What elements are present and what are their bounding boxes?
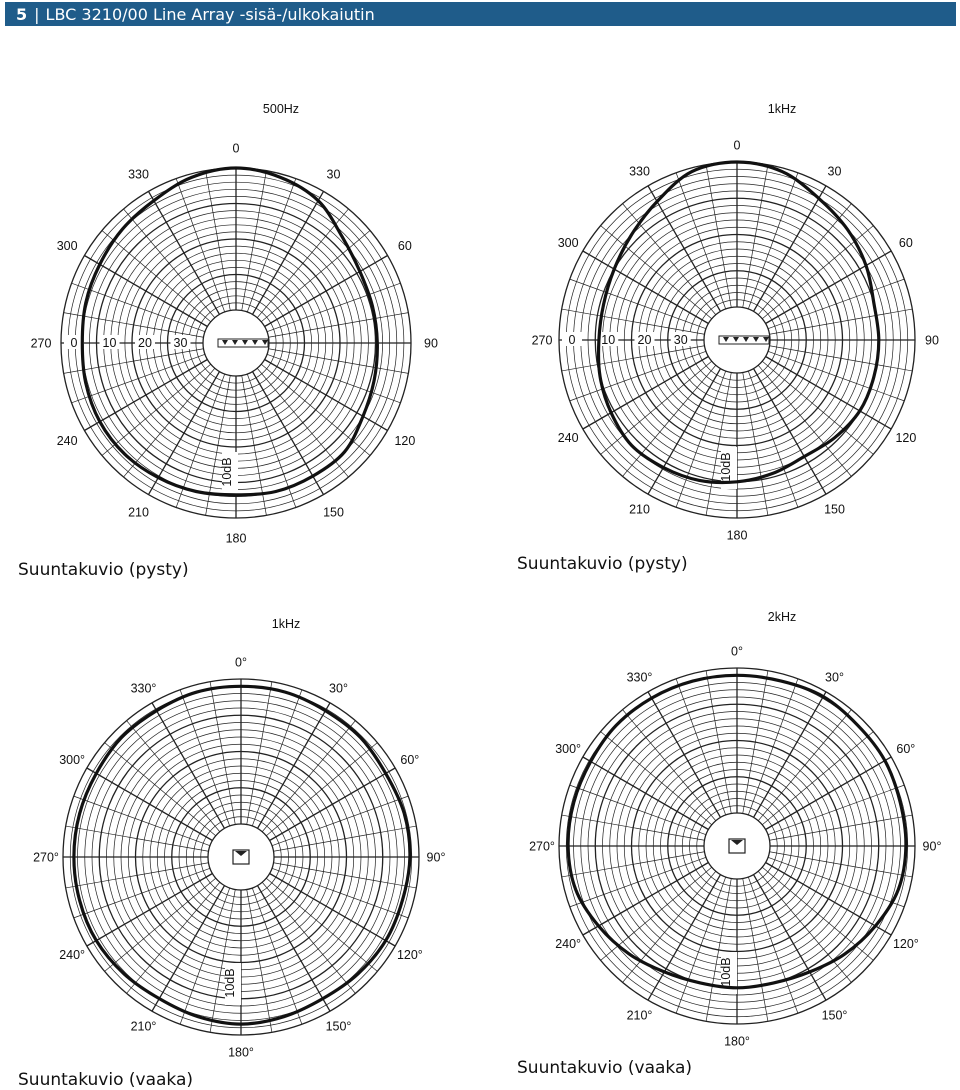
minor-spoke bbox=[762, 732, 873, 825]
caption-horizontal-2khz: Suuntakuvio (vaaka) bbox=[517, 1058, 693, 1078]
chart-title: 1kHz bbox=[767, 102, 797, 116]
minor-spoke bbox=[758, 710, 851, 821]
angle-label: 300 bbox=[56, 239, 78, 253]
angle-label: 180° bbox=[724, 1034, 750, 1049]
angle-label: 330° bbox=[130, 681, 157, 696]
angle-label: 120 bbox=[895, 431, 917, 445]
minor-spoke bbox=[743, 671, 768, 814]
angle-label: 180 bbox=[726, 528, 748, 543]
angle-label: 60 bbox=[898, 236, 913, 250]
angle-label: 30° bbox=[329, 681, 348, 696]
angle-label: 330° bbox=[626, 670, 653, 685]
angle-label: 30 bbox=[827, 164, 842, 179]
angle-label: 210° bbox=[130, 1019, 157, 1034]
scale-label: 10dB bbox=[719, 452, 733, 482]
radial-label: 10 bbox=[102, 336, 117, 350]
angle-label: 60° bbox=[400, 753, 420, 767]
header-separator: | bbox=[34, 4, 40, 24]
angle-label: 300° bbox=[555, 742, 582, 756]
angle-label: 270° bbox=[529, 839, 555, 854]
minor-spoke bbox=[706, 878, 731, 1021]
radial-label: 0 bbox=[70, 336, 78, 350]
minor-spoke bbox=[769, 815, 912, 840]
angle-label: 120 bbox=[394, 434, 416, 448]
minor-spoke bbox=[769, 852, 912, 877]
minor-spoke bbox=[562, 852, 705, 877]
angle-label: 210 bbox=[629, 502, 650, 517]
radial-label: 10 bbox=[601, 333, 616, 347]
angle-label: 90° bbox=[922, 839, 942, 854]
minor-spoke bbox=[623, 871, 716, 982]
angle-label: 0 bbox=[733, 138, 741, 153]
angle-label: 270 bbox=[531, 333, 553, 348]
speaker-front-icon bbox=[729, 839, 745, 853]
radial-label: 30 bbox=[173, 336, 188, 350]
page-number: 5 bbox=[16, 4, 28, 24]
angle-label: 330 bbox=[629, 164, 650, 179]
angle-label: 240° bbox=[59, 948, 86, 962]
chart-title: 1kHz bbox=[271, 617, 301, 631]
minor-spoke bbox=[743, 878, 768, 1021]
minor-spoke bbox=[562, 815, 705, 840]
caption-horizontal-1khz: Suuntakuvio (vaaka) bbox=[18, 1070, 194, 1090]
minor-spoke bbox=[706, 671, 731, 814]
scale-label: 10dB bbox=[223, 968, 237, 998]
angle-label: 30 bbox=[326, 167, 341, 182]
angle-label: 240 bbox=[56, 434, 78, 448]
page-title: LBC 3210/00 Line Array -sisä-/ulkokaiutin bbox=[45, 4, 375, 24]
angle-label: 0° bbox=[731, 644, 743, 659]
minor-spoke bbox=[601, 732, 712, 825]
radial-label: 0 bbox=[568, 333, 576, 347]
angle-label: 90 bbox=[925, 333, 939, 348]
caption-vertical-500hz: Suuntakuvio (pysty) bbox=[18, 560, 189, 580]
scale-label: 10dB bbox=[719, 957, 733, 987]
angle-label: 270 bbox=[30, 336, 52, 351]
radial-label: 20 bbox=[138, 336, 152, 350]
angle-label: 180 bbox=[225, 531, 247, 546]
angle-label: 30° bbox=[825, 670, 844, 685]
angle-label: 240 bbox=[557, 431, 579, 445]
minor-spoke bbox=[758, 871, 851, 982]
angle-label: 60 bbox=[397, 239, 412, 253]
chart-title: 500Hz bbox=[262, 102, 300, 116]
radial-label: 30 bbox=[673, 333, 688, 347]
angle-label: 60° bbox=[896, 742, 916, 756]
angle-label: 210 bbox=[128, 505, 149, 520]
angle-label: 300 bbox=[557, 236, 579, 250]
angle-label: 210° bbox=[626, 1008, 653, 1023]
angle-label: 240° bbox=[555, 937, 582, 951]
angle-label: 120° bbox=[892, 937, 919, 951]
angle-label: 90° bbox=[426, 850, 446, 865]
minor-spoke bbox=[623, 710, 716, 821]
angle-label: 300° bbox=[59, 753, 86, 767]
angle-label: 0° bbox=[235, 655, 247, 670]
chart-title: 2kHz bbox=[767, 610, 797, 624]
angle-label: 0 bbox=[232, 141, 240, 156]
angle-label: 330 bbox=[128, 167, 149, 182]
angle-label: 180° bbox=[228, 1045, 254, 1060]
caption-vertical-1khz: Suuntakuvio (pysty) bbox=[517, 554, 688, 574]
angle-label: 120° bbox=[396, 948, 423, 962]
angle-label: 150° bbox=[821, 1008, 848, 1023]
angle-label: 150 bbox=[824, 502, 845, 517]
scale-label: 10dB bbox=[220, 457, 234, 487]
radial-label: 20 bbox=[637, 333, 652, 347]
angle-label: 90 bbox=[424, 336, 438, 351]
angle-label: 150° bbox=[325, 1019, 352, 1034]
angle-label: 270° bbox=[33, 850, 59, 865]
angle-label: 150 bbox=[323, 505, 344, 520]
